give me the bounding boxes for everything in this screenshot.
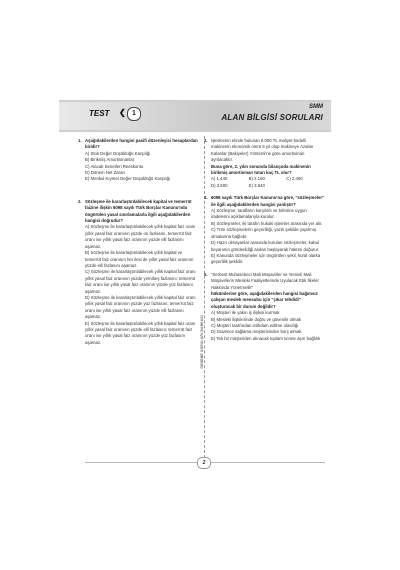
option-b[interactable]: B) 2.160 [248,176,265,182]
option-d[interactable]: D) Sözleşme ile kararlaştırılabilecek yıllık kapital faiz oranı yıllık yasal faiz oranının yüzde yüz fazlasını; temerrüt faiz oranı ise yıllık yasal faiz oranının yüzde elli fazlasını aşamaz. [85,294,196,320]
question-2 [78,198,199,346]
question-text: Aşağıdakilerden hangisi pasifi düzenleyici hesaplardan biridir? [85,138,198,150]
header-title: ALAN BİLGİSİ SORULARI [221,113,323,122]
option-d[interactable]: D) Hazır olmayanlar arasında kurulan sözleşmeler, kabul beyanının gönderildiği andan başlayarak hüküm doğurur. [211,240,320,252]
test-number: 1 [127,107,141,121]
option-e[interactable]: E) Menkul Kıymet Değer Düşüklüğü Karşılığı [85,176,171,182]
option-c[interactable]: C) 2.400 [286,176,303,182]
column-divider [204,136,205,458]
option-a[interactable]: A) Stok Değer Düşüklüğü Karşılığı [85,150,151,156]
question-number: 1. [78,138,82,143]
option-c[interactable]: C) Sözleşme ile kararlaştırılabilecek yıllık kapital faiz oranı yıllık yasal faiz oranının yüzde yirmibeş fazlasını; temerrüt faiz oranı ise yıllık yasal faiz oranının yüzde yüz fazlasını aşamaz. [85,269,196,294]
option-e[interactable]: E) Sözleşme ile kararlaştırılabilecek yıllık kapital faiz oranı yıllık yasal faiz oranının yüzde elli fazlasını; temerrüt faiz oranı ise yıllık yasal faiz oranının yüzde yüz fazlasını aşamaz. [85,320,196,345]
page [59,100,331,471]
question-number: 5. [204,271,208,277]
option-a[interactable]: A) Sözleşme; tarafların karşılıklı ve birbirine uygun iradelerini açıklamalarıyla kurulur. [211,208,307,220]
question-text: Sözleşme ile kararlaştırılabilecek kapital ve temerrüt faizine ilişkin 6098 sayılı Türk Borçlar Kanunu'nda öngörülen yasal sınırlamalarla ilgili aşağıdakilerden hangisi doğrudur? [85,198,192,224]
question-1 [78,138,199,183]
side-vertical-text: DENEME SORULARI BANKASI [200,315,204,369]
question-number: 2. [78,198,82,204]
option-a[interactable]: A) Sözleşme ile kararlaştırılabilecek yıllık kapital faiz oranı yıllık yasal faiz oranının yüzde on fazlasını, temerrüt faiz oranı ise yıllık yasal faiz oranının yüzde elli fazlasını aşamaz. [85,224,196,249]
option-a[interactable]: A) Müşteri ile yakın iş ilişkisi kurmak [211,310,280,316]
question-text: Buna göre, 2. yılın sonunda bilançoda makinenin birikmiş amortisman tutarı kaç TL olur? [211,163,311,176]
page-header [59,100,331,132]
option-d[interactable]: D) Güvence sağlama müşterisinden borç almak [211,329,302,335]
option-c[interactable]: C) Alacak Senetleri Reeskontu [85,163,144,169]
question-stem: İşletmenin elinde bulunan 8.000 TL maliyet bedelli makinenin ekonomik ömrü 5 yıl olup makineye Azalan Kalanlar (Bakiyeler) Yöntemi'ne göre amortisman ayrılacaktır. [211,138,314,163]
question-text: 6098 sayılı Türk Borçlar Kanunu'na göre, "sözleşmeler" ile ilgili aşağıdakilerden hangisi yanlıştır? [211,195,325,207]
option-e[interactable]: E) Tek bir müşteriden alınacak toplam ücrete aşırı bağlılık [211,335,321,341]
header-subtitle: SMM [309,104,323,110]
test-label: TEST [89,109,110,118]
option-b[interactable]: B) Sözleşmeler, iki tarafın hukuki işlemler arasında yer alır. [211,220,323,226]
right-column [204,138,325,348]
chevron-left-icon: ❮ [119,108,126,117]
question-number: 4. [204,195,208,201]
option-b[interactable]: B) Birikmiş Amortismanlar [85,157,135,163]
option-b[interactable]: B) Mesleki ilişkilerinde doğru ve güvenilir olmak [211,316,302,322]
option-e[interactable]: E) 3.840 [248,182,265,188]
page-number: 2 [197,457,211,469]
options-row [211,176,325,189]
option-e[interactable]: E) Kanunda sözleşmeler için öngörülen şekil, kural olarka geçerlilik şeklidir. [211,252,321,265]
question-number: 3. [204,138,208,143]
question-text: hükümlerine göre, aşağıdakilerden hangisi bağımsız çalışan meslek mensubu için "çıkar tehdidi" oluşturacak bir durum değildir? [211,290,318,309]
left-column [78,138,199,352]
option-c[interactable]: C) Tüm sözleşmelerin geçerliliği, yazılı şekilde yapılmış olmalarına bağlıdır. [211,227,316,239]
question-stem: "Serbest Muhasebeci Mali Müşavirler ve Yeminli Mali Müşavirlerin Mesleki Faaliyetlerinde Uyulacak Etik İlkeler Hakkında Yönetmelik" [211,271,319,290]
question-5 [204,271,325,342]
question-3 [204,138,325,189]
option-a[interactable]: A) 1.440 [211,176,228,182]
option-d[interactable]: D) Dönem Net Zararı [85,170,126,176]
option-b[interactable]: B) Sözleşme ile kararlaştırılabilecek yıllık kapital ve temerrüt faiz oranının her ikisi de yıllık yasal faiz oranının yüzde elli fazlasını aşamaz. [85,250,194,268]
question-4 [204,195,325,265]
option-d[interactable]: D) 3.600 [211,182,228,188]
option-c[interactable]: C) Müşteri tarafından istihdam edilme olasılığı [211,322,299,328]
